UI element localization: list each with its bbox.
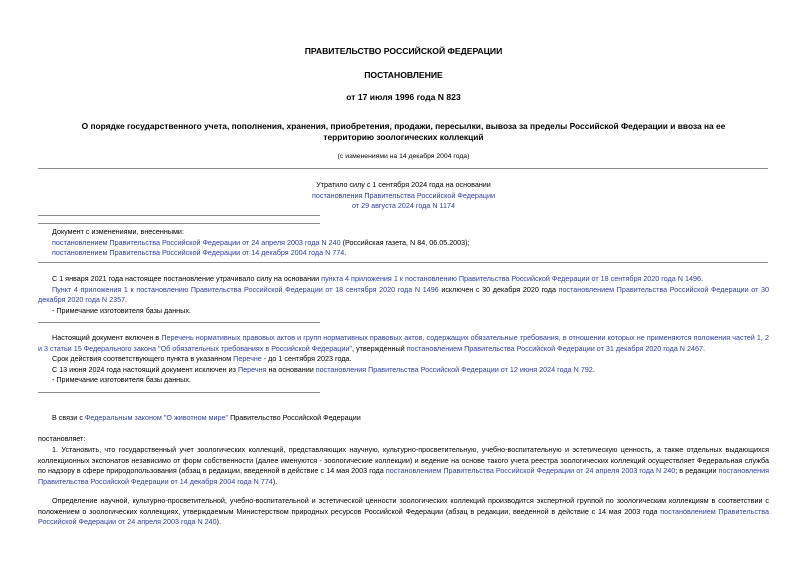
divider bbox=[38, 215, 320, 216]
note1-link-1[interactable]: пункта 4 приложения 1 к постановлению Правительства Российской Федерации от 18 сентября 2020 года N 1496 bbox=[321, 274, 701, 283]
p1-link-2[interactable]: постановления Правительства Российской Федерации от 14 декабря 2004 года N 774 bbox=[38, 466, 769, 486]
animal-world-law-link[interactable]: Федеральным законом "О животном мире" bbox=[84, 413, 229, 422]
db-note-label: - Примечание изготовителя базы данных. bbox=[52, 375, 191, 385]
divider bbox=[38, 392, 320, 393]
note2-list-link-short[interactable]: Перечне bbox=[233, 354, 262, 364]
db-note-2: Настоящий документ включен в Перечень нормативных правовых актов и групп нормативных правовых актов, содержащих обязательные требования, в отношении которых не применяются положения частей 1, 2 и 3 статьи 15 Федерального закона "Об обязательных требованиях в Российской Федерации", утвержденный постановлением Правительства Российской Федерации от 31 декабря 2020 года N 2467. Срок действия соответствующего пункта в указанном Перечне - до 1 сентября 2023 года. С 13 июня 2024 года настоящий документ исключен из Перечня на основании постановления Правительства Российской Федерации от 12 июня 2024 года N 792. - Примечание изготовителя базы данных. bbox=[38, 333, 769, 385]
amendments-block: Документ с изменениями, внесенными: постановлением Правительства Российской Федерации от 24 апреля 2003 года N 240 (Российская газета, N 84, 06.05.2003); постановлением Правительства Российской Федерации от 14 декабря 2004 года N 774. bbox=[38, 227, 769, 259]
p1-link-1[interactable]: постановлением Правительства Российской Федерации от 24 апреля 2003 года N 240 bbox=[385, 466, 676, 476]
title-line-1: О порядке государственного учета, пополнения, хранения, приобретения, продажи, пересылки, вывоза за пределы Российской Федерации и ввоза на ее bbox=[81, 121, 726, 131]
divider bbox=[38, 168, 768, 169]
government-name: ПРАВИТЕЛЬСТВО РОССИЙСКОЙ ФЕДЕРАЦИИ bbox=[304, 46, 503, 56]
repeal-notice bbox=[0, 180, 807, 212]
note2-list-link-2[interactable]: Перечня bbox=[237, 364, 267, 374]
amendment-link-2[interactable]: постановлением Правительства Российской Федерации от 14 декабря 2004 года N 774 bbox=[52, 248, 345, 258]
amendments-intro: Документ с изменениями, внесенными: bbox=[52, 227, 184, 236]
note1-link-3[interactable]: постановлением Правительства Российской Федерации от 30 декабря 2020 года N 2357 bbox=[38, 284, 769, 305]
document-title bbox=[40, 121, 767, 143]
document-type: ПОСТАНОВЛЕНИЕ bbox=[364, 70, 443, 80]
divider bbox=[38, 262, 768, 263]
note2-decree-link[interactable]: постановлением Правительства Российской Федерации от 31 декабря 2020 года N 2467 bbox=[406, 343, 703, 353]
title-line-2: территорию зоологических коллекций bbox=[323, 132, 484, 142]
amendment-link-1[interactable]: постановлением Правительства Российской Федерации от 24 апреля 2003 года N 240 bbox=[52, 237, 341, 247]
decree-word: постановляет: bbox=[38, 434, 86, 443]
db-note-label: - Примечание изготовителя базы данных. bbox=[52, 305, 191, 315]
note1-link-2[interactable]: Пункт 4 приложения 1 к постановлению Правительства Российской Федерации от 18 сентября 2020 года N 1496 bbox=[52, 284, 439, 294]
divider bbox=[38, 322, 320, 323]
p2-link[interactable]: постановлением Правительства Российской Федерации от 24 апреля 2003 года N 240 bbox=[38, 506, 769, 527]
amendment-date: (с изменениями на 14 декабря 2004 года) bbox=[337, 153, 470, 160]
repeal-line: Утратило силу с 1 сентября 2024 года на основании bbox=[316, 180, 491, 189]
note2-decree-link-2[interactable]: постановления Правительства Российской Федерации от 12 июня 2024 года N 792 bbox=[315, 364, 593, 374]
divider bbox=[38, 223, 320, 224]
document-date: от 17 июля 1996 года N 823 bbox=[346, 92, 461, 102]
repeal-link-2[interactable]: от 29 августа 2024 года N 1174 bbox=[352, 201, 455, 211]
db-note-1: С 1 января 2021 года настоящее постановление утрачивало силу на основании пункта 4 приложения 1 к постановлению Правительства Российской Федерации от 18 сентября 2020 года N 1496. Пункт 4 приложения 1 к постановлению Правительства Российской Федерации от 18 сентября 2020 года N 1496 исключен с 30 декабря 2020 года постановлением Правительства Российской Федерации от 30 декабря 2020 года N 2357. - Примечание изготовителя базы данных. bbox=[38, 274, 769, 315]
paragraph-1: 1. Установить, что государственный учет зоологических коллекций, представляющих научную, культурно-просветительную, учебно-воспитательную и эстетическую ценность, а также отдельных выдающихся коллекционных экспонатов независимо от форм собственности (далее именуются - зоологические коллекции) и ведение на основе такого учета реестра зоологических коллекций осуществляет Федеральная служба по надзору в сфере природопользования (абзац в редакции, введенной в действие с 14 мая 2003 года постановлением Правительства Российской Федерации от 24 апреля 2003 года N 240; в редакции постановления Правительства Российской Федерации от 14 декабря 2004 года N 774). bbox=[38, 445, 769, 486]
note2-list-link[interactable]: Перечень нормативных правовых актов и групп нормативных правовых актов, содержащих обязательные требования, в отношении которых не применяются положения частей 1, 2 и 3 статьи 15 Федерального закона "Об обязательных требованиях в Российской Федерации" bbox=[38, 333, 769, 353]
preamble: В связи с Федеральным законом "О животном мире" Правительство Российской Федерации bbox=[52, 413, 361, 422]
repeal-link-1[interactable]: постановления Правительства Российской Федерации bbox=[311, 190, 496, 200]
paragraph-2: Определение научной, культурно-просветительной, учебно-воспитательной и эстетической ценности зоологических коллекций производится экспертной группой по зоологическим коллекциям в соответствии с положением о зоологических коллекциях, утверждаемым Министерством природных ресурсов Российской Федерации (абзац в редакции, введенной в действие с 14 мая 2003 года постановлением Правительства Российской Федерации от 24 апреля 2003 года N 240). bbox=[38, 496, 769, 527]
